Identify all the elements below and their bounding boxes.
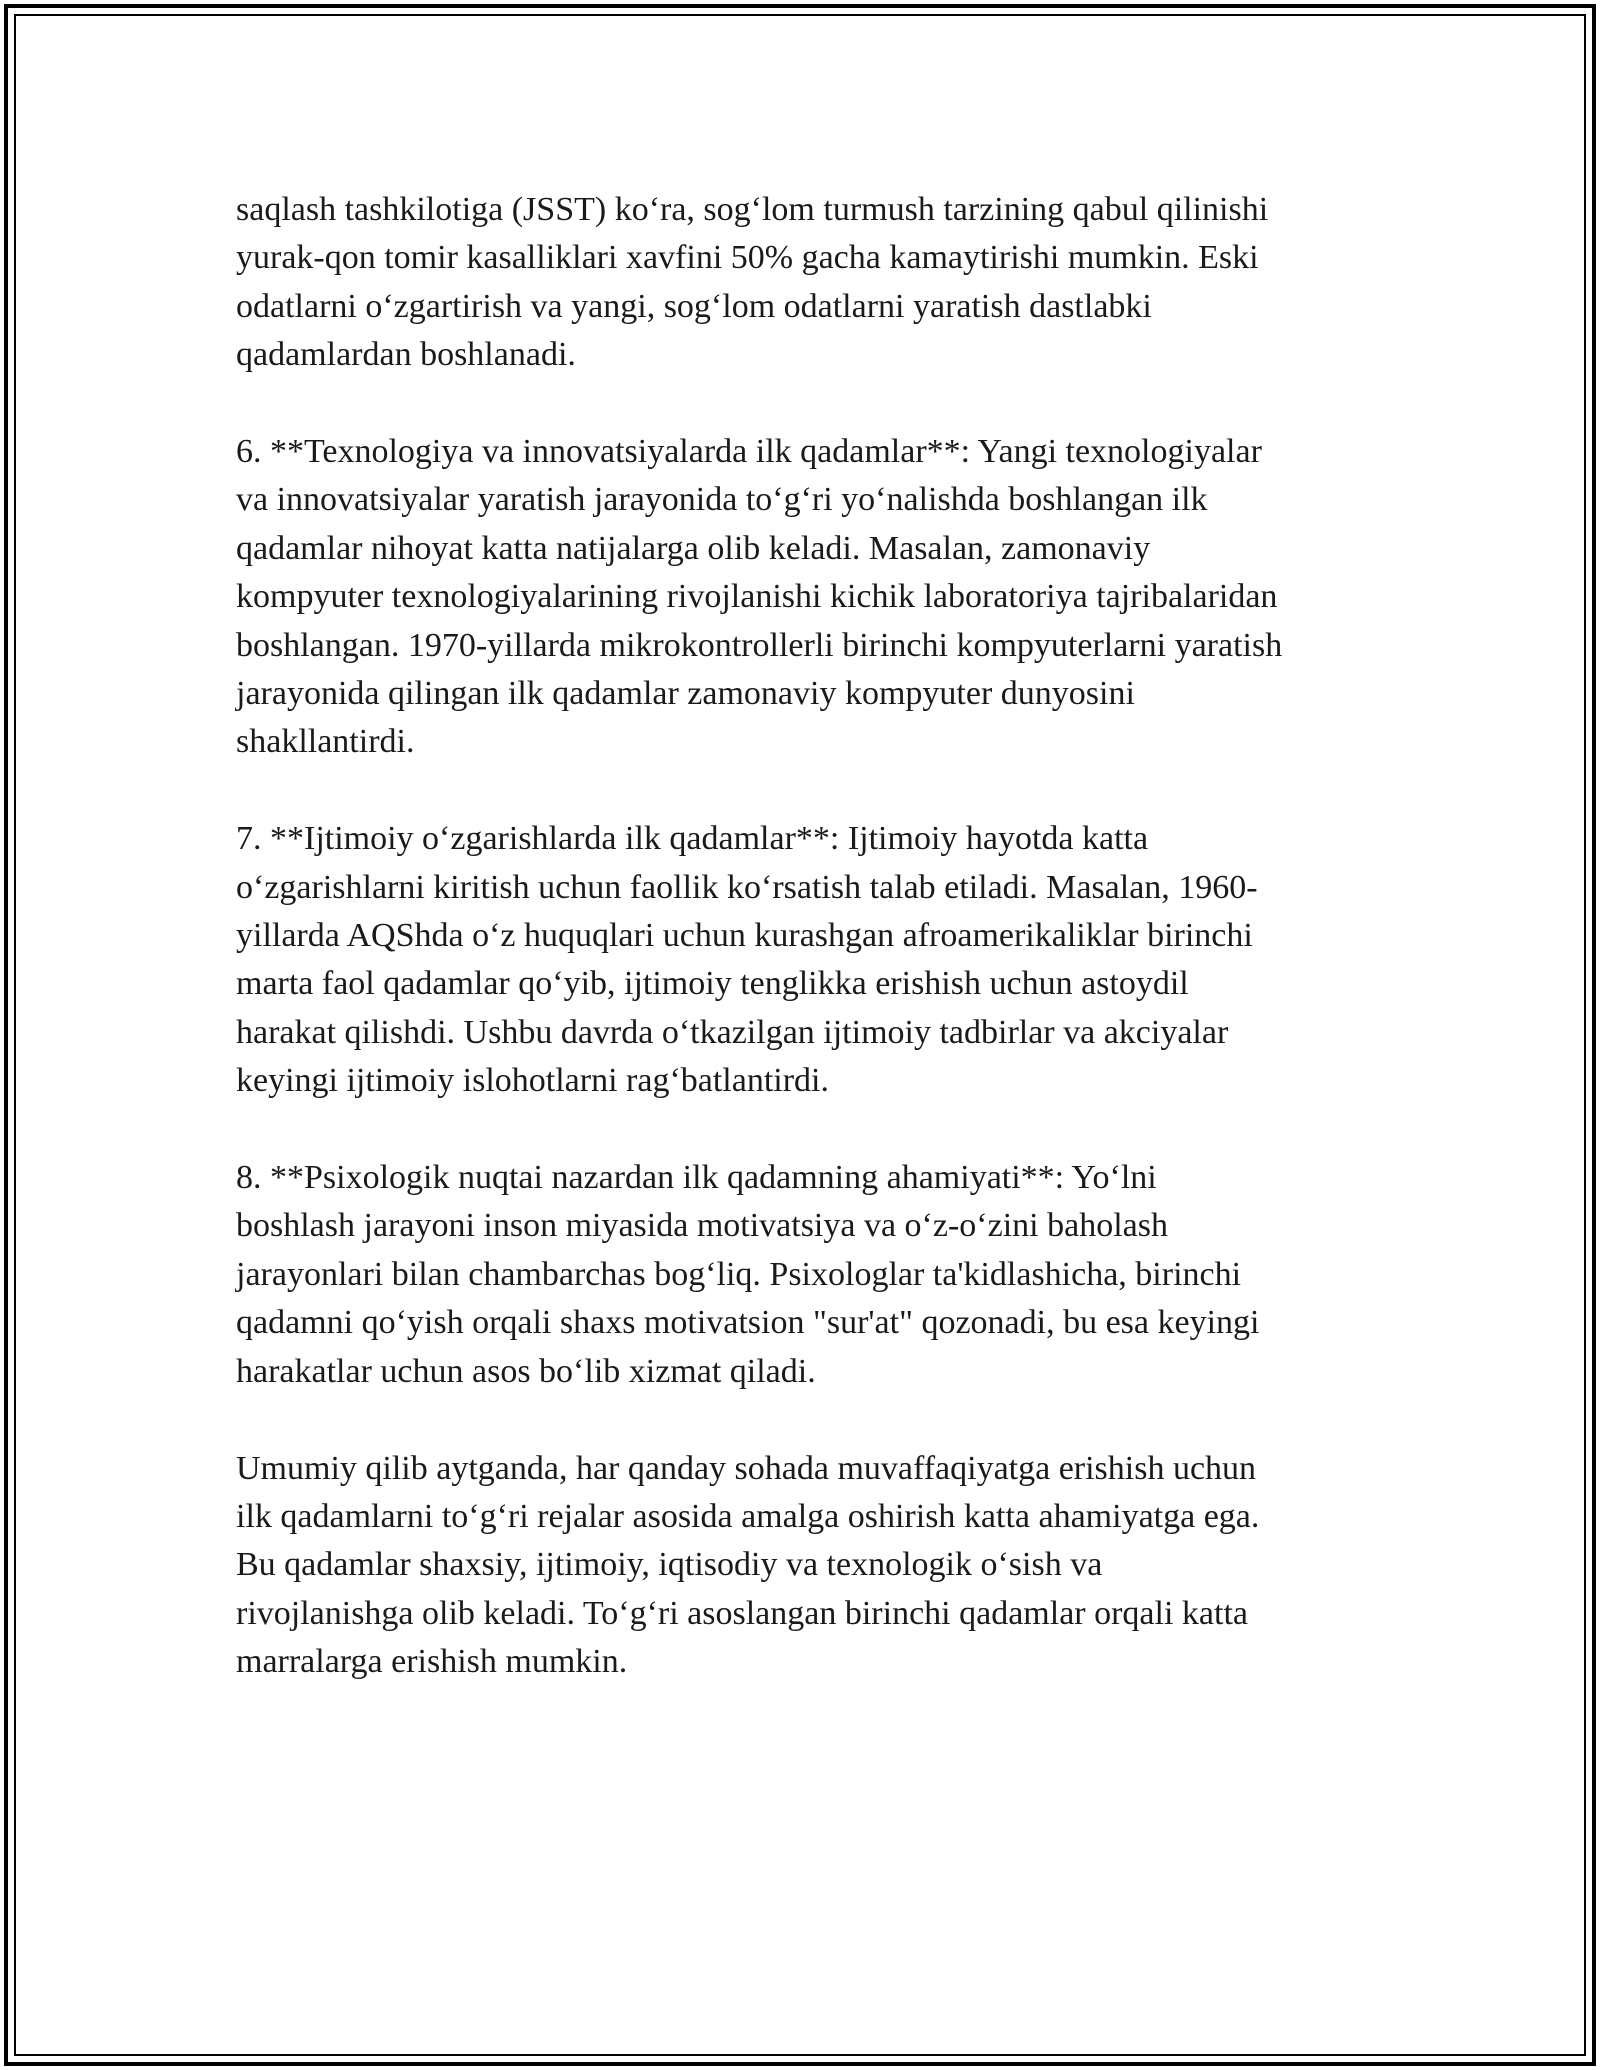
paragraph-technology: 6. **Texnologiya va innovatsiyalarda ilk qadamlar**: Yangi texnologiyalar va innovatsiyalar yaratish jarayonida to‘g‘ri yo‘nalishda boshlangan ilk qadamlar nihoyat katta natijalarga olib keladi. Masalan, zamonaviy kompyuter texnologiyalarining rivojlanishi kichik laboratoriya tajribalaridan boshlangan. 1970-yillarda mikrokontrollerli birinchi kompyuterlarni yaratish jarayonida qilingan ilk qadamlar zamonaviy kompyuter dunyosini shakllantirdi. (236, 433, 1283, 761)
paragraph-psychology: 8. **Psixologik nuqtai nazardan ilk qadamning ahamiyati**: Yo‘lni boshlash jarayoni inson miyasida motivatsiya va o‘z-o‘zini baholash jarayonlari bilan chambarchas bog‘liq. Psixologlar ta'kidlashicha, birinchi qadamni qo‘yish orqali shaxs motivatsion "sur'at" qozonadi, bu esa keyingi harakatlar uchun asos bo‘lib xizmat qiladi. (236, 1159, 1260, 1390)
paragraph-health-intro: saqlash tashkilotiga (JSST) ko‘ra, sog‘lom turmush tarzining qabul qilinishi yurak-qon tomir kasalliklari xavfini 50% gacha kamaytirishi mumkin. Eski odatlarni o‘zgartirish va yangi, sog‘lom odatlarni yaratish dastlabki qadamlardan boshlanadi. (236, 191, 1269, 374)
paragraph-conclusion: Umumiy qilib aytganda, har qanday sohada muvaffaqiyatga erishish uchun ilk qadamlarni to‘g‘ri rejalar asosida amalga oshirish katta ahamiyatga ega. Bu qadamlar shaxsiy, ijtimoiy, iqtisodiy va texnologik o‘sish va rivojlanishga olib keladi. To‘g‘ri asoslangan birinchi qadamlar orqali katta marralarga erishish mumkin. (236, 1449, 1260, 1681)
paragraph-social-change: 7. **Ijtimoiy o‘zgarishlarda ilk qadamlar**: Ijtimoiy hayotda katta o‘zgarishlarni kiritish uchun faollik ko‘rsatish talab etiladi. Masalan, 1960- yillarda AQShda o‘z huquqlari uchun kurashgan afroamerikaliklar birinchi marta faol qadamlar qo‘yib, ijtimoiy tenglikka erishish uchun astoydil harakat qilishdi. Ushbu davrda o‘tkazilgan ijtimoiy tadbirlar va akciyalar keyingi ijtimoiy islohotlarni rag‘batlantirdi. (236, 820, 1258, 1100)
document-body (236, 186, 1386, 1735)
